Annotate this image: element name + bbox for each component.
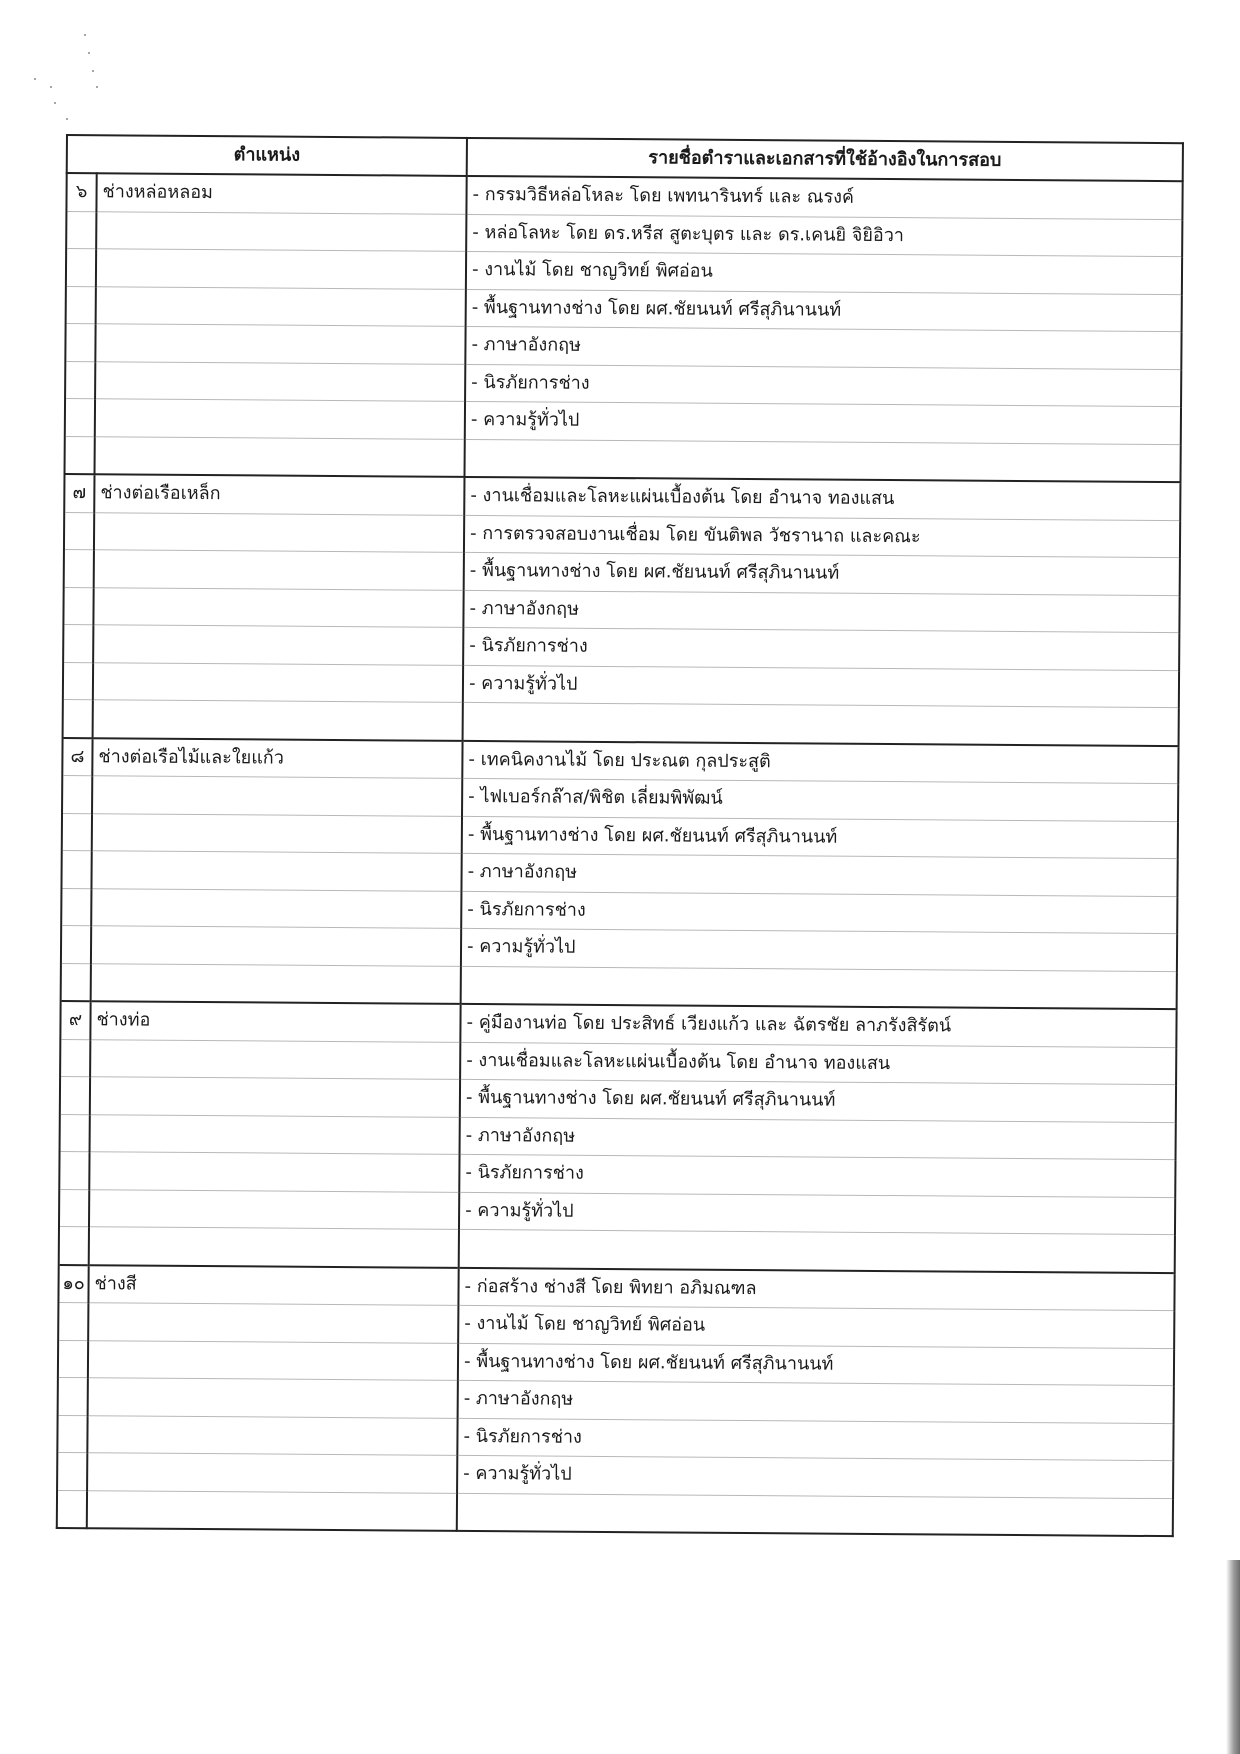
reference-item: - งานเชื่อมและโลหะแผ่นเบื้องต้น โดย อำนาจ ทองแสน [464,477,1180,520]
empty-cell [95,399,465,439]
empty-cell [65,399,95,437]
reference-item: - ภาษาอังกฤษ [463,590,1179,633]
empty-cell [93,700,463,741]
position-name: ช่างต่อเรือไม้และใยแก้ว [92,738,462,779]
group-number: ๗ [64,474,94,512]
empty-cell [96,211,466,251]
references-header: รายชื่อตำราและเอกสารที่ใช้อ้างอิงในการสอบ [467,138,1183,181]
empty-cell [62,813,92,851]
empty-cell [88,1340,458,1380]
empty-cell [93,587,463,627]
reference-item: - คู่มืองานท่อ โดย ประสิทธ์ เวียงแก้ว และ ฉัตรชัย ลาภรังสิรัตน์ [460,1004,1176,1047]
reference-item: - ภาษาอังกฤษ [458,1380,1174,1423]
reference-item: - พื้นฐานทางช่าง โดย ผศ.ชัยนนท์ ศรีสุภินานนท์ [462,816,1178,859]
empty-cell [91,926,461,966]
reference-item: - งานเชื่อมและโลหะแผ่นเบื้องต้น โดย อำนาจ ทองแสน [460,1042,1176,1085]
empty-cell [66,211,96,249]
empty-cell [57,1452,87,1490]
empty-cell [459,1229,1175,1272]
empty-cell [90,1039,460,1079]
group-number: ๘ [62,737,92,775]
empty-cell [94,550,464,590]
empty-cell [62,775,92,813]
empty-cell [65,436,95,474]
empty-cell [63,624,93,662]
empty-cell [93,662,463,702]
reference-item: - นิรภัยการช่าง [461,891,1177,934]
empty-cell [64,512,94,550]
empty-cell [96,286,466,326]
empty-cell [465,439,1181,482]
reference-item: - ความรู้ทั่วไป [461,928,1177,971]
reference-item: - ก่อสร้าง ช่างสี โดย พิทยา อภิมณฑล [458,1267,1174,1310]
reference-item: - ไฟเบอร์กล๊าส/พิชิต เลี่ยมพิพัฒน์ [462,778,1178,821]
empty-cell [92,813,462,853]
scan-shadow-edge [1226,1560,1240,1754]
empty-cell [91,851,461,891]
empty-cell [60,1039,90,1077]
table-body [57,173,1183,1536]
empty-cell [58,1302,88,1340]
group-number: ๑๐ [58,1264,88,1302]
scan-specks [30,30,120,130]
reference-item: - ภาษาอังกฤษ [460,1117,1176,1160]
empty-cell [60,1114,90,1152]
empty-cell [66,249,96,287]
empty-cell [58,1340,88,1378]
group-number: ๙ [60,1001,90,1039]
empty-cell [66,286,96,324]
empty-cell [89,1189,459,1229]
empty-cell [95,436,465,477]
empty-cell [87,1453,457,1493]
empty-cell [96,249,466,289]
reference-item: - ภาษาอังกฤษ [465,326,1181,369]
reference-item: - นิรภัยการช่าง [463,627,1179,670]
empty-cell [95,361,465,401]
reference-item: - หล่อโลหะ โดย ดร.หรีส สูตะบุตร และ ดร.เคนยิ จิยิอิวา [466,214,1182,257]
empty-cell [57,1490,87,1528]
empty-cell [91,888,461,928]
empty-cell [63,587,93,625]
empty-cell [63,699,93,737]
reference-item: - นิรภัยการช่าง [457,1418,1173,1461]
reference-item: - การตรวจสอบงานเชื่อม โดย ขันติพล วัชรานาถ และคณะ [464,515,1180,558]
reference-item: - พื้นฐานทางช่าง โดย ผศ.ชัยนนท์ ศรีสุภินานนท์ [466,289,1182,332]
empty-cell [65,361,95,399]
table-row [57,1490,1173,1536]
empty-cell [89,1152,459,1192]
position-name: ช่างหล่อหลอม [96,173,466,214]
empty-cell [61,850,91,888]
empty-cell [91,963,461,1004]
position-name: ช่างท่อ [90,1001,460,1042]
reference-item: - ความรู้ทั่วไป [465,401,1181,444]
reference-item: - นิรภัยการช่าง [459,1154,1175,1197]
reference-item: - พื้นฐานทางช่าง โดย ผศ.ชัยนนท์ ศรีสุภินานนท์ [460,1079,1176,1122]
empty-cell [90,1114,460,1154]
empty-cell [88,1303,458,1343]
empty-cell [65,324,95,362]
empty-cell [457,1493,1173,1536]
reference-item: - เทคนิคงานไม้ โดย ประณต กุลประสูติ [462,740,1178,783]
empty-cell [90,1077,460,1117]
reference-item: - นิรภัยการช่าง [465,364,1181,407]
reference-item: - ความรู้ทั่วไป [457,1455,1173,1498]
empty-cell [461,966,1177,1009]
empty-cell [87,1490,457,1531]
reference-item: - กรรมวิธีหล่อโหละ โดย เพทนารินทร์ และ ณรงค์ [466,176,1182,219]
empty-cell [59,1151,89,1189]
empty-cell [61,925,91,963]
empty-cell [87,1415,457,1455]
empty-cell [59,1226,89,1264]
empty-cell [95,324,465,364]
empty-cell [463,702,1179,745]
reference-item: - พื้นฐานทางช่าง โดย ผศ.ชัยนนท์ ศรีสุภินานนท์ [458,1343,1174,1386]
reference-item: - ความรู้ทั่วไป [459,1192,1175,1235]
position-name: ช่างต่อเรือเหล็ก [94,474,464,515]
reference-item: - ภาษาอังกฤษ [461,853,1177,896]
empty-cell [92,776,462,816]
empty-cell [58,1377,88,1415]
empty-cell [64,549,94,587]
reference-item: - งานไม้ โดย ชาญวิทย์ พิศอ่อน [458,1305,1174,1348]
reference-item: - งานไม้ โดย ชาญวิทย์ พิศอ่อน [466,251,1182,294]
reference-item: - พื้นฐานทางช่าง โดย ผศ.ชัยนนท์ ศรีสุภินานนท์ [464,552,1180,595]
position-name: ช่างสี [88,1265,458,1306]
empty-cell [59,1189,89,1227]
empty-cell [61,888,91,926]
empty-cell [88,1378,458,1418]
empty-cell [61,963,91,1001]
position-header: ตำแหน่ง [67,135,467,176]
empty-cell [57,1415,87,1453]
empty-cell [60,1076,90,1114]
empty-cell [63,662,93,700]
empty-cell [93,625,463,665]
empty-cell [89,1227,459,1268]
reference-table [56,134,1184,1537]
group-number: ๖ [66,173,96,211]
empty-cell [94,512,464,552]
reference-item: - ความรู้ทั่วไป [463,665,1179,708]
